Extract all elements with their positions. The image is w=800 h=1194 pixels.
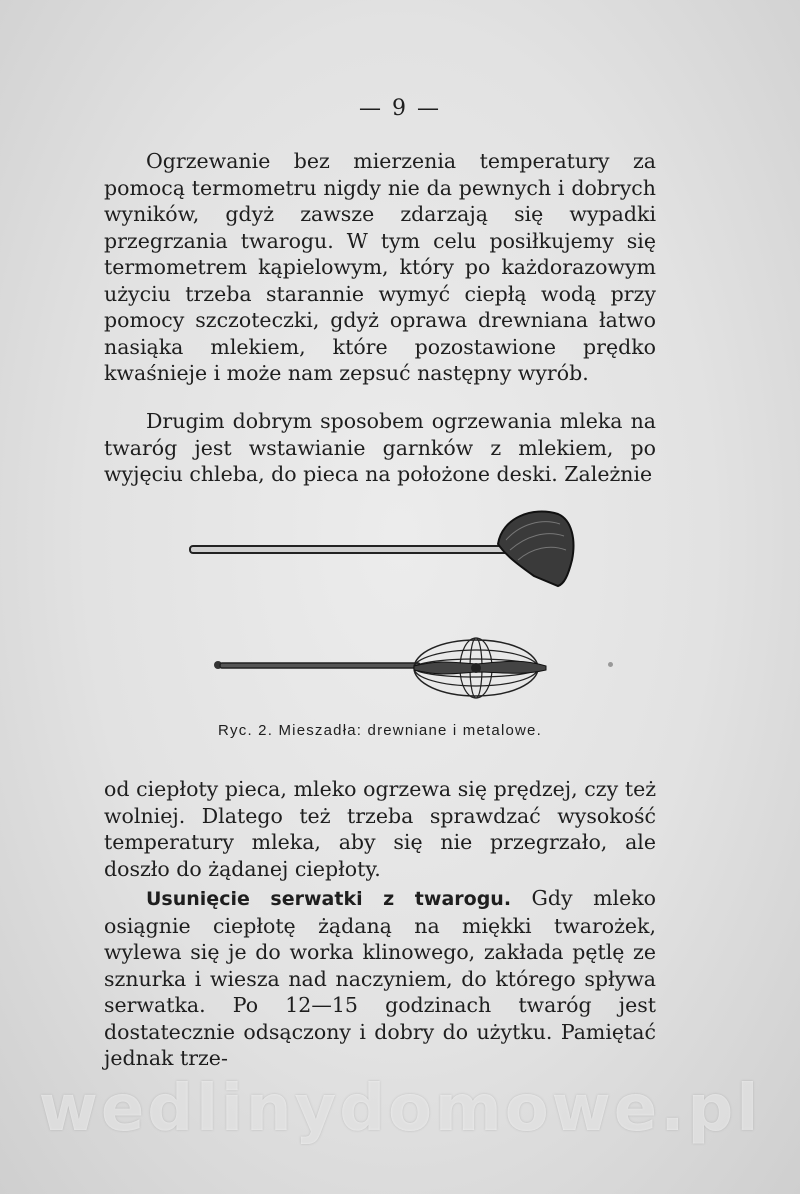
paragraph-heating bbox=[104, 148, 656, 387]
metal-whisk bbox=[214, 638, 546, 698]
section-whey-removal bbox=[104, 885, 656, 1072]
metal-whisk-handle bbox=[220, 663, 420, 668]
page-number: — 9 — bbox=[359, 96, 441, 121]
stirrers-illustration bbox=[180, 500, 600, 700]
wooden-stirrer-handle bbox=[190, 546, 550, 553]
paragraph-oven bbox=[104, 408, 656, 488]
paper-speck bbox=[608, 662, 613, 667]
paragraph-heating-text: Ogrzewanie bez mierzenia temperatury za pomocą termometru nigdy nie da pewnych i dobrych wyników, gdyż zawsze zdarzają się wypadki przegrzania twarogu. W tym celu posiłkujemy się termometrem kąpielowym, który po każdorazowym użyciu trzeba starannie wymyć ciepłą wodą przy pomocy szczoteczki, gdyż oprawa drewniana łatwo nasiąka mlekiem, które pozostawione prędko kwaśnieje i może nam zepsuć następny wyrób. bbox=[104, 149, 656, 385]
section-text: Gdy mleko osiągnie ciepłotę żądaną na miękki twarożek, wylewa się je do worka klinowego, zakłada pętlę ze sznurka i wiesza nad naczyniem, do którego spływa serwatka. Po 12—15 godzinach twaróg jest dostatecznie odsączony i dobry do użytku. Pamiętać jednak trze- bbox=[104, 886, 656, 1070]
wooden-stirrer bbox=[190, 512, 573, 586]
watermark: wedlinydomowe.pl bbox=[38, 1072, 762, 1146]
figure-caption: Ryc. 2. Mieszadła: drewniane i metalowe. bbox=[218, 722, 542, 739]
paragraph-oven-continued: od ciepłoty pieca, mleko ogrzewa się prędzej, czy też wolniej. Dlatego też trzeba sprawdzać wysokość temperatury mleka, aby się nie przegrzało, ale doszło do żądanej ciepłoty. bbox=[104, 777, 656, 881]
paragraph-oven-text: Drugim dobrym sposobem ogrzewania mleka na twaróg jest wstawianie garnków z mlekiem, po wyjęciu chleba, do pieca na położone deski. Zależnie bbox=[104, 409, 656, 486]
section-heading: Usunięcie serwatki z twarogu. bbox=[146, 888, 512, 910]
